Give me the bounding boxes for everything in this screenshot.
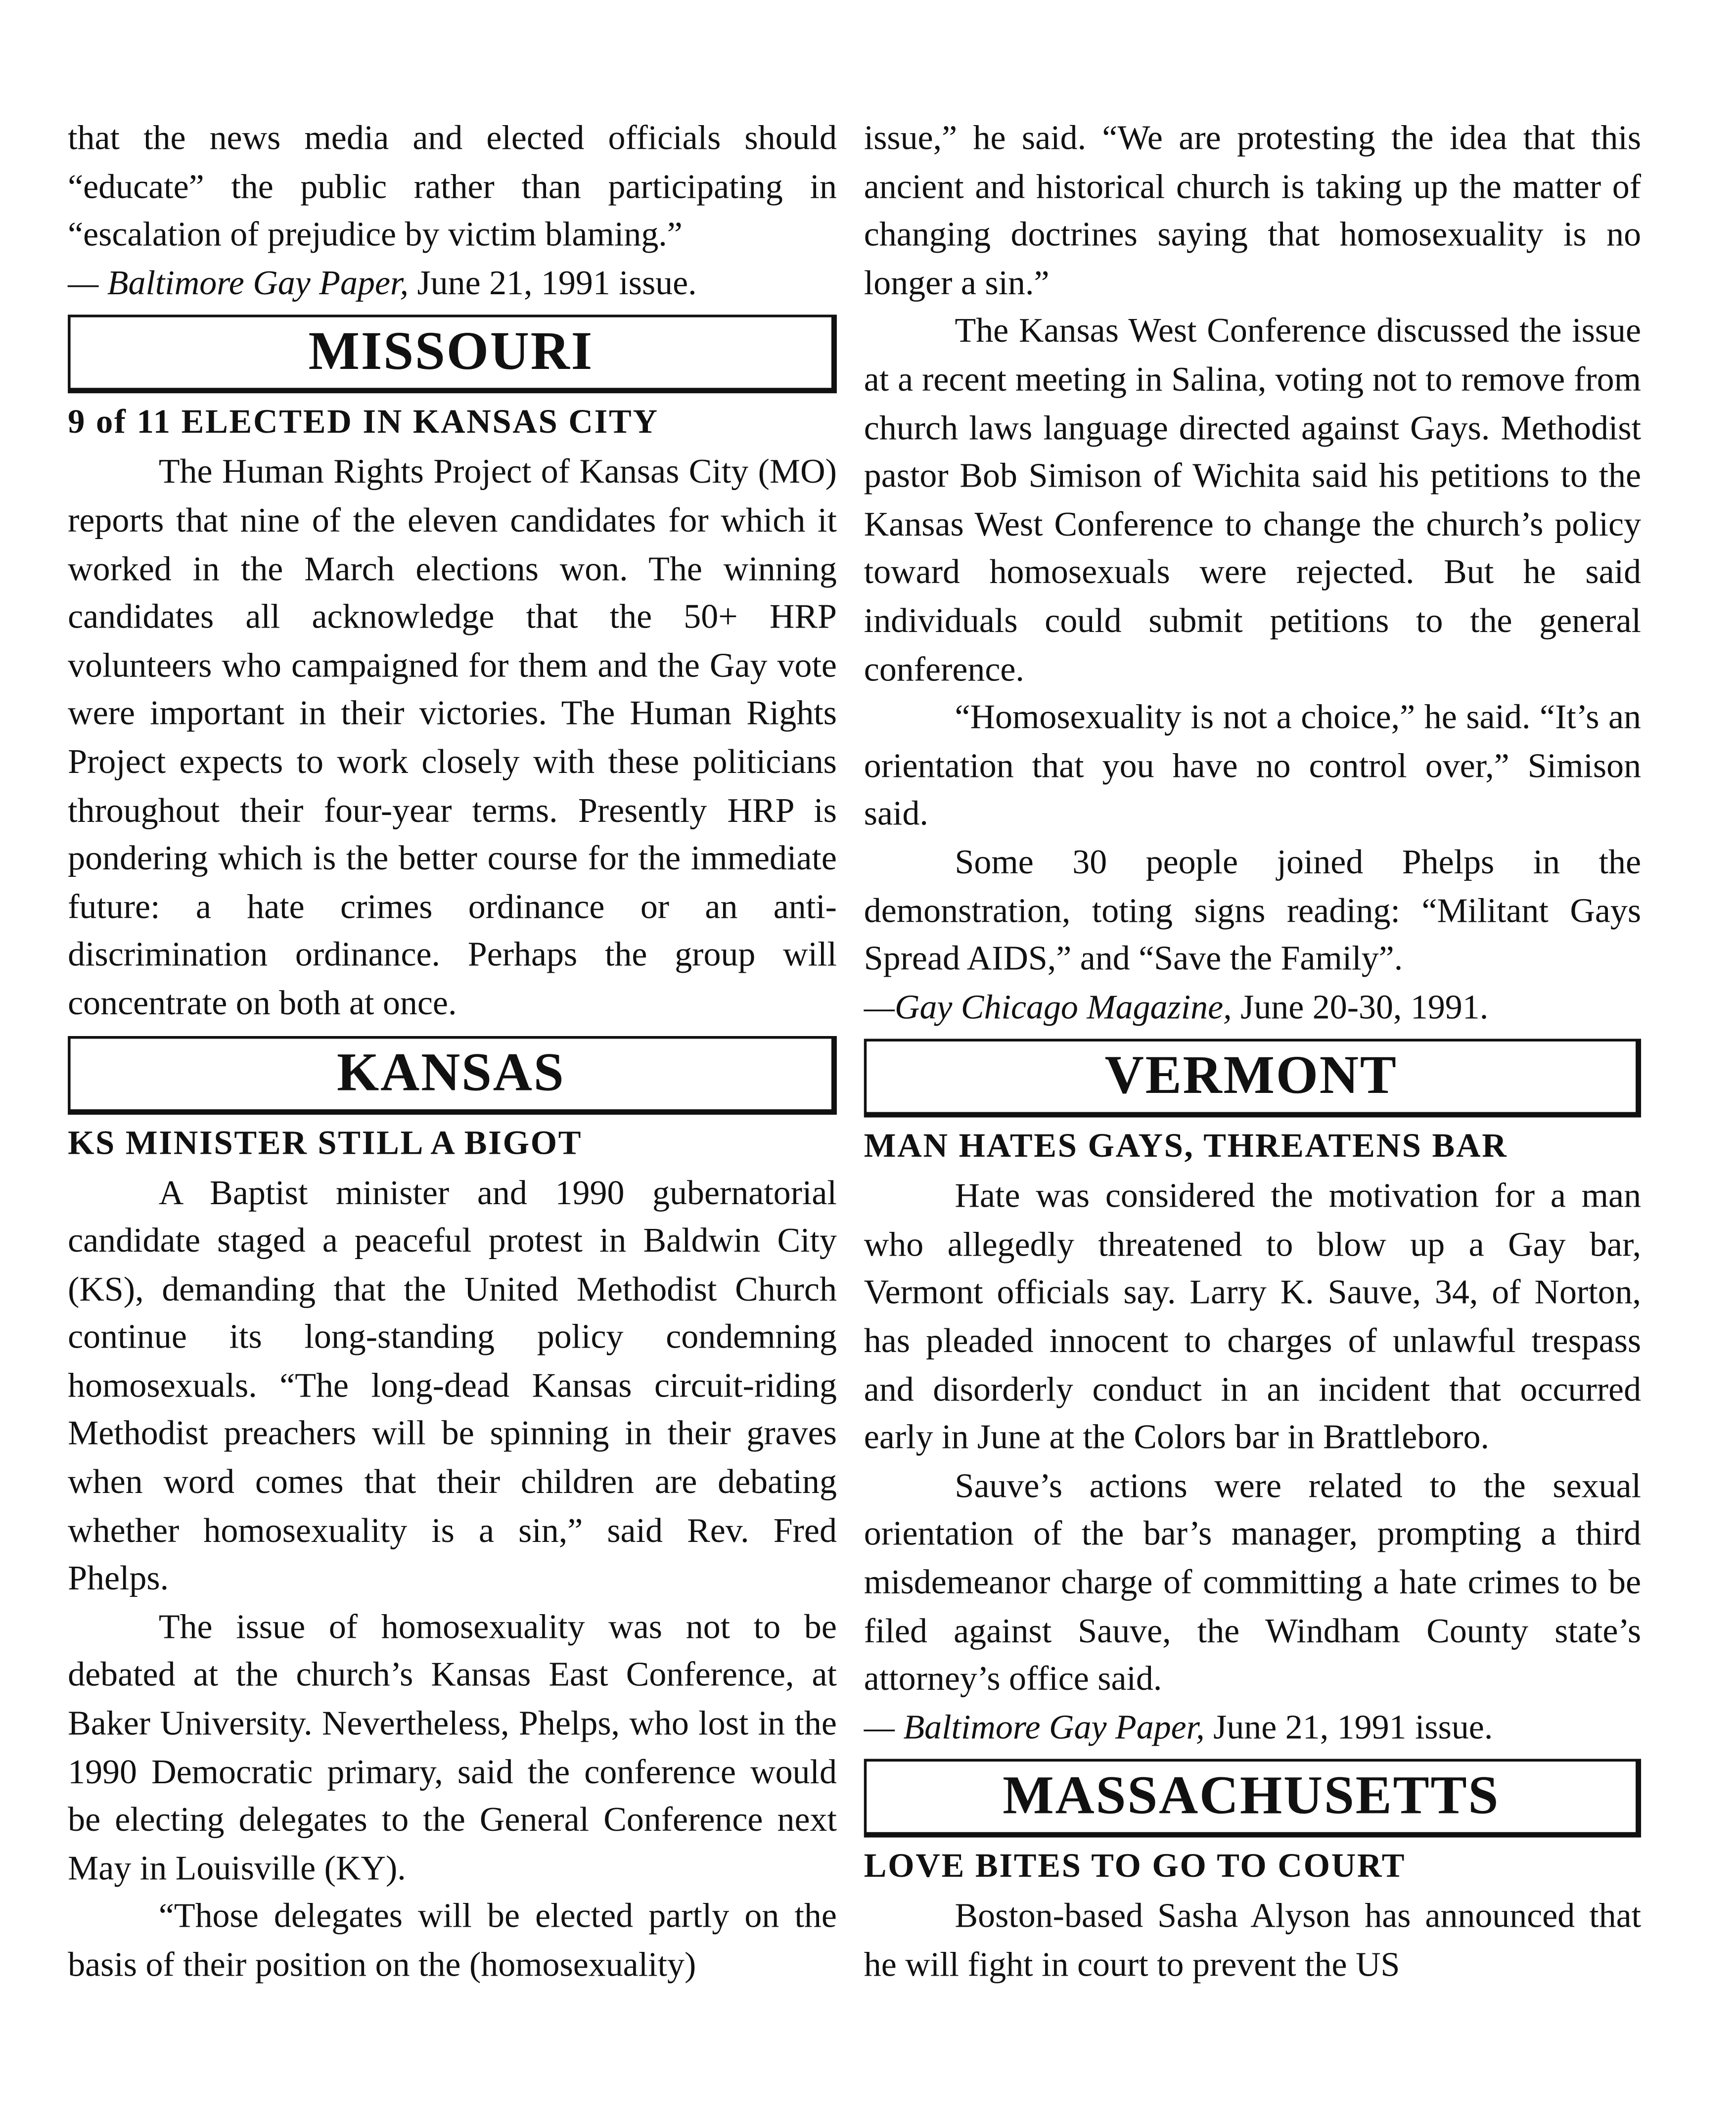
headline: KS MINISTER STILL A BIGOT bbox=[68, 1125, 583, 1162]
article-paragraph: A Baptist minister and 1990 gubernatorial candidate staged a peaceful protest in Baldwin City (KS), demanding that the United Methodist Church continue its long-standing policy condemning homosexuals. “The long-dead Kansas circuit-riding Methodist preachers will be spinning in their graves when word comes that their children are debating whether homosexuality is a sin,” said Rev. Fred Phelps. bbox=[68, 1172, 837, 1598]
article-paragraph: Sauve’s actions were related to the sexual orientation of the bar’s manager, prompting a third misdemeanor charge of committing a hate crimes to be filed against Sauve, the Windham County state’s attorney’s office said. bbox=[864, 1465, 1642, 1698]
section-title-vermont: VERMONT bbox=[864, 1039, 1641, 1118]
article-paragraph: The issue of homosexuality was not to be debated at the church’s Kansas East Conference, at Baker University. Nevertheless, Phelps, who lost in the 1990 Democratic primary, said the conference would be electing delegates to the General Conference next May in Louisville (KY). bbox=[68, 1607, 837, 1888]
headline: LOVE BITES TO GO TO COURT bbox=[864, 1849, 1406, 1886]
citation-source: — Baltimore Gay Paper, bbox=[864, 1707, 1205, 1747]
article-paragraph: “Homosexuality is not a choice,” he said. “It’s an orientation that you have no control over,” Simison said. bbox=[864, 697, 1642, 833]
citation-date: June 21, 1991 issue. bbox=[408, 263, 697, 302]
headline: MAN HATES GAYS, THREATENS BAR bbox=[864, 1129, 1508, 1166]
section-title-massachusetts: MASSACHUSETTS bbox=[864, 1760, 1641, 1838]
left-column bbox=[68, 114, 837, 1988]
headline: 9 of 11 ELECTED IN KANSAS CITY bbox=[68, 405, 659, 442]
article-paragraph: Hate was considered the motivation for a man who allegedly threatened to blow up a Gay bar, Vermont officials say. Larry K. Sauve, 34, of Norton, has pleaded innocent to charges of unlawful trespass and disorderly conduct in an incident that occurred early in June at the Colors bar in Brattleboro. bbox=[864, 1176, 1642, 1457]
citation-source: —Gay Chicago Magazine, bbox=[864, 987, 1232, 1026]
right-column bbox=[864, 114, 1641, 1988]
intro-paragraph: that the news media and elected officials should “educate” the public rather than participating in “escalation of prejudice by victim blaming.” bbox=[68, 118, 837, 254]
article-paragraph: Some 30 people joined Phelps in the demonstration, toting signs reading: “Militant Gays Spread AIDS,” and “Save the Family”. bbox=[864, 842, 1642, 978]
citation-date: June 20-30, 1991. bbox=[1232, 987, 1489, 1026]
citation bbox=[864, 983, 1641, 1031]
article-paragraph: issue,” he said. “We are protesting the idea that this ancient and historical church is taking up the matter of changing doctrines saying that homosexuality is no longer a sin.” bbox=[864, 118, 1642, 302]
section-title-kansas: KANSAS bbox=[68, 1036, 837, 1114]
article-paragraph: “Those delegates will be elected partly on the basis of their position on the (homosexuality) bbox=[68, 1896, 837, 1984]
article-paragraph: The Human Rights Project of Kansas City (MO) reports that nine of the eleven candidates for which it worked in the March elections won. The winning candidates all acknowledge that the 50+ HRP volunteers who campaigned for them and the Gay vote were important in their victories. The Human Rights Project expects to work closely with these politicians throughout their four-year terms. Presently HRP is pondering which is the better course for the immediate future: a hate crimes ordinance or an anti-discrimination ordinance. Perhaps the group will concentrate on both at once. bbox=[68, 452, 837, 1023]
citation-date: June 21, 1991 issue. bbox=[1204, 1707, 1493, 1747]
citation-source: — Baltimore Gay Paper, bbox=[68, 263, 409, 302]
article-paragraph: Boston-based Sasha Alyson has announced that he will fight in court to prevent the US bbox=[864, 1896, 1642, 1984]
citation bbox=[68, 259, 837, 307]
article-paragraph: The Kansas West Conference discussed the issue at a recent meeting in Salina, voting not to remove from church laws language directed against Gays. Methodist pastor Bob Simison of Wichita said his petitions to the Kansas West Conference to change the church’s policy toward homosexuals were rejected. But he said individuals could submit petitions to the general conference. bbox=[864, 311, 1642, 688]
section-title-missouri: MISSOURI bbox=[68, 315, 837, 394]
citation bbox=[864, 1703, 1641, 1752]
